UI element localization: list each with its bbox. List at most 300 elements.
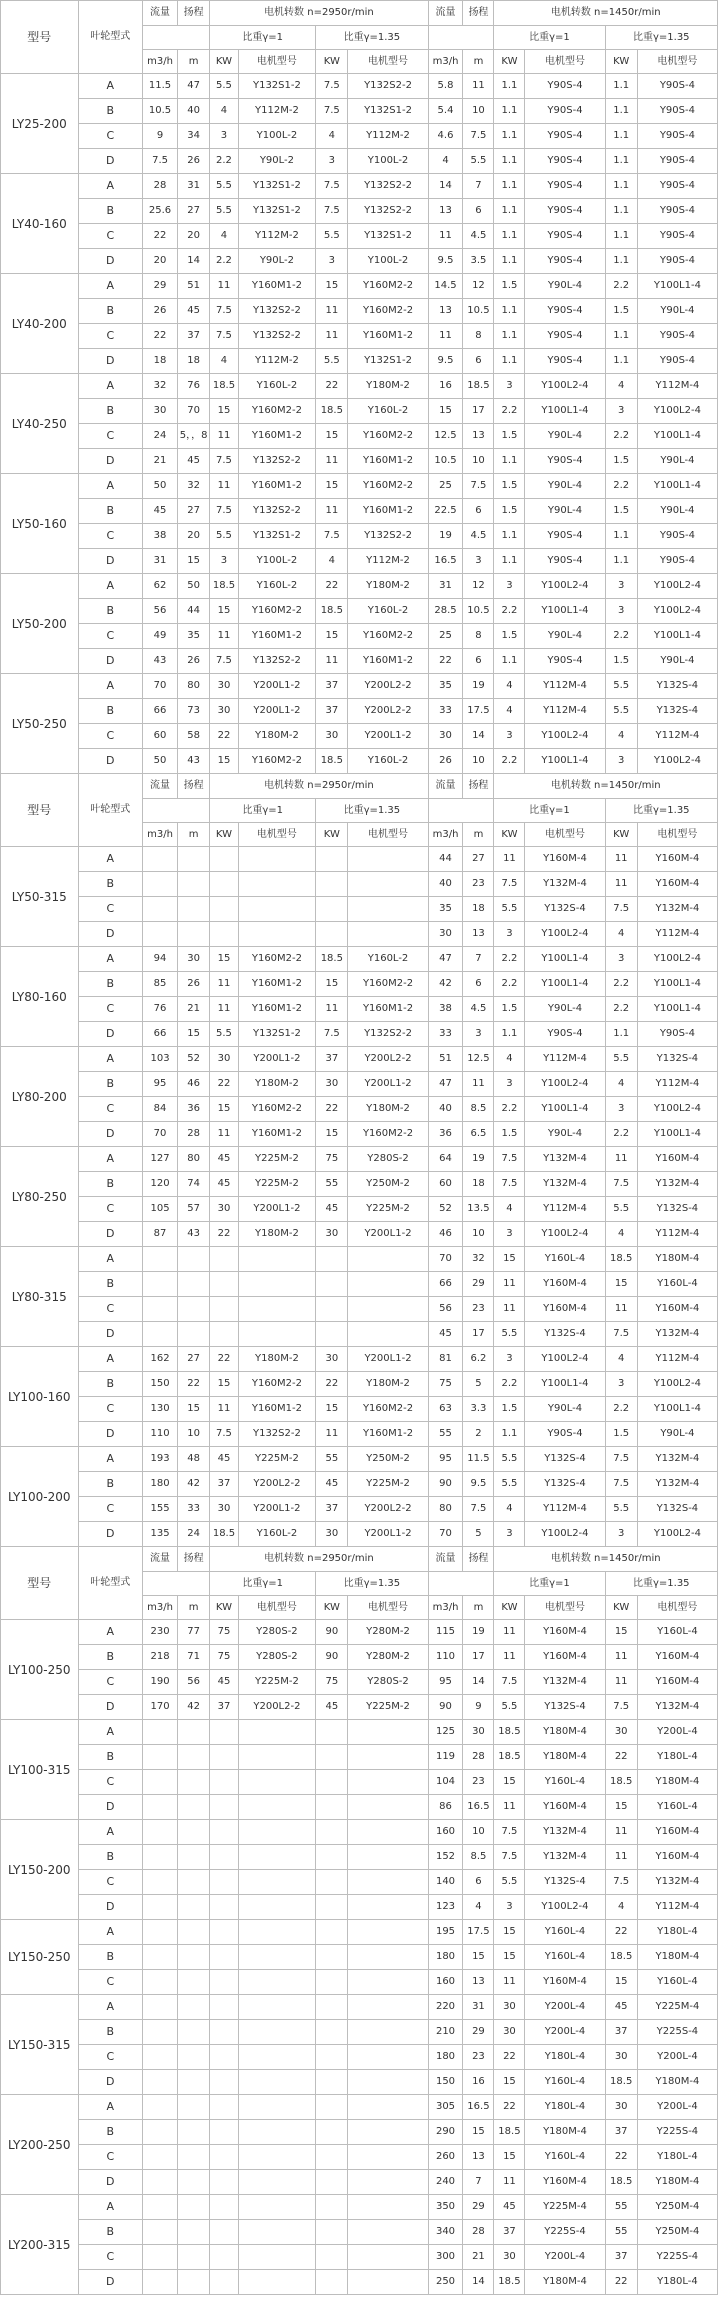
cell-kw-sg135-2950: 15 bbox=[316, 624, 348, 649]
cell-flow-1450: 40 bbox=[428, 1097, 463, 1122]
cell-motor-sg135-1450: Y90L-4 bbox=[637, 649, 717, 674]
cell-flow-1450: 220 bbox=[428, 1995, 463, 2020]
cell-impeller-type: B bbox=[78, 299, 143, 324]
cell-flow-1450: 81 bbox=[428, 1347, 463, 1372]
cell-motor-sg135-1450: Y160L-4 bbox=[637, 1620, 717, 1645]
cell-impeller-type: A bbox=[78, 847, 143, 872]
cell-motor-sg1-1450: Y90S-4 bbox=[525, 549, 605, 574]
cell-head-2950: 15 bbox=[177, 1022, 209, 1047]
table-row bbox=[1, 1497, 718, 1522]
cell-kw-sg135-1450: 5.5 bbox=[605, 1197, 637, 1222]
cell-kw-sg1-1450: 7.5 bbox=[494, 1845, 525, 1870]
cell-kw-sg135-2950: 7.5 bbox=[316, 524, 348, 549]
cell-motor-sg1-1450: Y90S-4 bbox=[525, 649, 605, 674]
cell-motor-sg135-2950: Y112M-2 bbox=[348, 549, 428, 574]
cell-kw-sg135-2950: 11 bbox=[316, 1422, 348, 1447]
cell-motor-sg135-2950: Y180M-2 bbox=[348, 1372, 428, 1397]
cell-kw-sg1-2950: 7.5 bbox=[210, 499, 238, 524]
cell-kw-sg1-1450: 1.1 bbox=[494, 224, 525, 249]
cell-motor-sg135-1450: Y160M-4 bbox=[637, 1147, 717, 1172]
cell-motor-sg1-2950: Y160M2-2 bbox=[238, 399, 316, 424]
cell-motor-sg135-1450: Y90S-4 bbox=[637, 349, 717, 374]
cell-motor-sg135-2950: Y200L1-2 bbox=[348, 724, 428, 749]
cell-motor-sg135-2950: Y280M-2 bbox=[348, 1620, 428, 1645]
cell-kw-sg135-1450: 4 bbox=[605, 374, 637, 399]
cell-head-1450: 13 bbox=[463, 424, 494, 449]
cell-model: LY80-160 bbox=[1, 947, 79, 1047]
cell-motor-sg135-2950: Y112M-2 bbox=[348, 124, 428, 149]
cell-kw-sg135-1450: 15 bbox=[605, 1620, 637, 1645]
cell-motor-sg135-1450: Y225S-4 bbox=[637, 2020, 717, 2045]
cell-head-2950: 27 bbox=[177, 499, 209, 524]
cell-head-2950: 80 bbox=[177, 674, 209, 699]
cell-kw-sg135-1450: 1.1 bbox=[605, 174, 637, 199]
header-blank bbox=[143, 1572, 210, 1596]
cell-head-1450: 7 bbox=[463, 947, 494, 972]
cell-motor-sg1-2950 bbox=[238, 2270, 316, 2295]
cell-kw-sg1-1450: 30 bbox=[494, 1995, 525, 2020]
cell-impeller-type: D bbox=[78, 249, 143, 274]
cell-flow-1450: 51 bbox=[428, 1047, 463, 1072]
header-motor-model: 电机型号 bbox=[348, 823, 428, 847]
cell-kw-sg135-1450: 3 bbox=[605, 947, 637, 972]
cell-kw-sg135-1450: 11 bbox=[605, 847, 637, 872]
cell-kw-sg135-2950 bbox=[316, 1745, 348, 1770]
cell-head-2950: 37 bbox=[177, 324, 209, 349]
cell-flow-2950 bbox=[143, 1895, 178, 1920]
cell-flow-1450: 95 bbox=[428, 1447, 463, 1472]
cell-flow-2950: 50 bbox=[143, 749, 178, 774]
cell-impeller-type: D bbox=[78, 1895, 143, 1920]
cell-head-1450: 6 bbox=[463, 972, 494, 997]
cell-motor-sg135-1450: Y100L1-4 bbox=[637, 972, 717, 997]
cell-kw-sg135-2950 bbox=[316, 2195, 348, 2220]
cell-impeller-type: B bbox=[78, 872, 143, 897]
cell-motor-sg1-1450: Y100L2-4 bbox=[525, 374, 605, 399]
cell-kw-sg135-2950 bbox=[316, 872, 348, 897]
cell-kw-sg1-2950: 11 bbox=[210, 997, 238, 1022]
cell-flow-1450: 13 bbox=[428, 199, 463, 224]
table-row bbox=[1, 674, 718, 699]
cell-head-2950: 35 bbox=[177, 624, 209, 649]
cell-kw-sg1-1450: 1.1 bbox=[494, 299, 525, 324]
cell-kw-sg1-1450: 4 bbox=[494, 699, 525, 724]
cell-motor-sg135-2950: Y100L-2 bbox=[348, 249, 428, 274]
cell-kw-sg135-1450: 1.1 bbox=[605, 149, 637, 174]
table-row bbox=[1, 1147, 718, 1172]
cell-impeller-type: C bbox=[78, 1397, 143, 1422]
cell-flow-1450: 52 bbox=[428, 1197, 463, 1222]
cell-flow-1450: 14 bbox=[428, 174, 463, 199]
cell-kw-sg1-2950: 75 bbox=[210, 1620, 238, 1645]
cell-motor-sg135-1450: Y112M-4 bbox=[637, 922, 717, 947]
cell-kw-sg1-2950 bbox=[210, 1870, 238, 1895]
cell-motor-sg1-2950: Y100L-2 bbox=[238, 549, 316, 574]
cell-motor-sg135-2950 bbox=[348, 1970, 428, 1995]
cell-head-2950: 56 bbox=[177, 1670, 209, 1695]
cell-motor-sg1-2950: Y180M-2 bbox=[238, 1347, 316, 1372]
cell-kw-sg135-1450: 22 bbox=[605, 2270, 637, 2295]
cell-motor-sg1-2950 bbox=[238, 1820, 316, 1845]
cell-kw-sg1-1450: 1.1 bbox=[494, 174, 525, 199]
cell-motor-sg1-2950 bbox=[238, 1920, 316, 1945]
cell-flow-2950 bbox=[143, 2045, 178, 2070]
cell-kw-sg135-2950: 7.5 bbox=[316, 74, 348, 99]
cell-motor-sg1-2950 bbox=[238, 1845, 316, 1870]
cell-flow-1450: 110 bbox=[428, 1645, 463, 1670]
cell-flow-2950: 22 bbox=[143, 224, 178, 249]
cell-motor-sg135-1450: Y225S-4 bbox=[637, 2120, 717, 2145]
cell-kw-sg1-1450: 15 bbox=[494, 1945, 525, 1970]
cell-flow-1450: 35 bbox=[428, 897, 463, 922]
cell-flow-2950 bbox=[143, 1272, 178, 1297]
cell-head-1450: 8.5 bbox=[463, 1097, 494, 1122]
cell-head-1450: 30 bbox=[463, 1720, 494, 1745]
cell-motor-sg135-2950 bbox=[348, 922, 428, 947]
cell-motor-sg135-1450: Y180L-4 bbox=[637, 1745, 717, 1770]
cell-kw-sg1-1450: 1.1 bbox=[494, 1022, 525, 1047]
cell-flow-1450: 300 bbox=[428, 2245, 463, 2270]
cell-flow-1450: 9.5 bbox=[428, 349, 463, 374]
cell-impeller-type: D bbox=[78, 2270, 143, 2295]
cell-motor-sg1-1450: Y160L-4 bbox=[525, 1920, 605, 1945]
cell-kw-sg1-1450: 11 bbox=[494, 1970, 525, 1995]
cell-motor-sg1-1450: Y90S-4 bbox=[525, 99, 605, 124]
cell-kw-sg135-2950 bbox=[316, 2170, 348, 2195]
cell-head-2950: 20 bbox=[177, 224, 209, 249]
cell-impeller-type: A bbox=[78, 474, 143, 499]
cell-motor-sg135-1450: Y225S-4 bbox=[637, 2245, 717, 2270]
header-unit-flow: m3/h bbox=[428, 50, 463, 74]
table-row bbox=[1, 947, 718, 972]
cell-motor-sg135-2950: Y280S-2 bbox=[348, 1147, 428, 1172]
cell-kw-sg1-1450: 1.1 bbox=[494, 524, 525, 549]
cell-head-1450: 14 bbox=[463, 2270, 494, 2295]
cell-kw-sg1-2950: 37 bbox=[210, 1472, 238, 1497]
cell-head-2950: 44 bbox=[177, 599, 209, 624]
cell-kw-sg1-1450: 30 bbox=[494, 2020, 525, 2045]
table-row bbox=[1, 724, 718, 749]
cell-kw-sg1-2950 bbox=[210, 2070, 238, 2095]
cell-impeller-type: C bbox=[78, 897, 143, 922]
header-unit-head: m bbox=[463, 1596, 494, 1620]
cell-flow-2950 bbox=[143, 1970, 178, 1995]
cell-kw-sg135-1450: 1.1 bbox=[605, 199, 637, 224]
header-specific-gravity-1-35: 比重γ=1.35 bbox=[605, 1572, 717, 1596]
cell-impeller-type: B bbox=[78, 2020, 143, 2045]
cell-head-1450: 29 bbox=[463, 2020, 494, 2045]
cell-head-2950 bbox=[177, 2120, 209, 2145]
table-row bbox=[1, 1670, 718, 1695]
cell-head-2950: 43 bbox=[177, 1222, 209, 1247]
cell-motor-sg135-1450: Y160L-4 bbox=[637, 1272, 717, 1297]
cell-flow-1450: 30 bbox=[428, 724, 463, 749]
cell-kw-sg135-2950 bbox=[316, 1272, 348, 1297]
cell-motor-sg1-2950: Y225M-2 bbox=[238, 1670, 316, 1695]
cell-motor-sg135-1450: Y112M-4 bbox=[637, 1222, 717, 1247]
header-head: 扬程 bbox=[177, 1547, 209, 1572]
cell-kw-sg135-2950: 55 bbox=[316, 1172, 348, 1197]
cell-motor-sg1-1450: Y160M-4 bbox=[525, 1970, 605, 1995]
table-row bbox=[1, 399, 718, 424]
cell-kw-sg1-2950: 11 bbox=[210, 624, 238, 649]
cell-flow-2950 bbox=[143, 2145, 178, 2170]
cell-kw-sg135-2950: 11 bbox=[316, 499, 348, 524]
cell-motor-sg135-2950: Y132S2-2 bbox=[348, 524, 428, 549]
cell-flow-1450: 47 bbox=[428, 1072, 463, 1097]
cell-model: LY150-200 bbox=[1, 1820, 79, 1920]
cell-impeller-type: B bbox=[78, 199, 143, 224]
cell-head-2950 bbox=[177, 922, 209, 947]
cell-motor-sg1-2950 bbox=[238, 897, 316, 922]
cell-impeller-type: D bbox=[78, 549, 143, 574]
cell-flow-2950 bbox=[143, 1745, 178, 1770]
header-motor-model: 电机型号 bbox=[348, 1596, 428, 1620]
cell-kw-sg135-2950: 45 bbox=[316, 1695, 348, 1720]
cell-motor-sg1-2950: Y160M2-2 bbox=[238, 599, 316, 624]
cell-kw-sg1-2950: 4 bbox=[210, 349, 238, 374]
cell-kw-sg1-1450: 15 bbox=[494, 1770, 525, 1795]
cell-flow-1450: 44 bbox=[428, 847, 463, 872]
cell-motor-sg1-2950: Y160M2-2 bbox=[238, 1372, 316, 1397]
table-row bbox=[1, 1197, 718, 1222]
cell-motor-sg1-1450: Y90S-4 bbox=[525, 224, 605, 249]
cell-motor-sg135-2950: Y160M2-2 bbox=[348, 299, 428, 324]
table-row bbox=[1, 1695, 718, 1720]
cell-head-1450: 2 bbox=[463, 1422, 494, 1447]
cell-head-2950: 18 bbox=[177, 349, 209, 374]
cell-kw-sg135-2950: 15 bbox=[316, 1122, 348, 1147]
cell-motor-sg1-2950 bbox=[238, 2170, 316, 2195]
cell-motor-sg1-1450: Y100L1-4 bbox=[525, 1097, 605, 1122]
cell-kw-sg135-1450: 7.5 bbox=[605, 1870, 637, 1895]
cell-motor-sg1-2950 bbox=[238, 1272, 316, 1297]
cell-kw-sg1-2950: 22 bbox=[210, 1072, 238, 1097]
cell-head-1450: 17 bbox=[463, 1322, 494, 1347]
header-flow: 流量 bbox=[428, 774, 463, 799]
cell-motor-sg1-1450: Y160M-4 bbox=[525, 2170, 605, 2195]
cell-kw-sg1-1450: 1.5 bbox=[494, 499, 525, 524]
cell-head-2950 bbox=[177, 1770, 209, 1795]
cell-kw-sg1-1450: 11 bbox=[494, 2170, 525, 2195]
cell-head-2950 bbox=[177, 1970, 209, 1995]
cell-motor-sg1-1450: Y100L1-4 bbox=[525, 399, 605, 424]
cell-flow-1450: 14.5 bbox=[428, 274, 463, 299]
cell-flow-2950: 21 bbox=[143, 449, 178, 474]
header-specific-gravity-1-35: 比重γ=1.35 bbox=[605, 26, 717, 50]
cell-motor-sg1-2950 bbox=[238, 872, 316, 897]
cell-kw-sg1-1450: 1.1 bbox=[494, 149, 525, 174]
cell-impeller-type: D bbox=[78, 749, 143, 774]
table-row bbox=[1, 2120, 718, 2145]
cell-impeller-type: A bbox=[78, 1820, 143, 1845]
cell-kw-sg135-2950: 37 bbox=[316, 1047, 348, 1072]
cell-flow-1450: 28.5 bbox=[428, 599, 463, 624]
cell-flow-1450: 180 bbox=[428, 1945, 463, 1970]
header-blank bbox=[143, 26, 210, 50]
cell-head-1450: 11 bbox=[463, 1072, 494, 1097]
cell-flow-1450: 36 bbox=[428, 1122, 463, 1147]
cell-kw-sg135-1450: 4 bbox=[605, 1072, 637, 1097]
cell-kw-sg1-2950: 11 bbox=[210, 474, 238, 499]
cell-kw-sg135-1450: 5.5 bbox=[605, 1497, 637, 1522]
cell-impeller-type: A bbox=[78, 1447, 143, 1472]
cell-impeller-type: B bbox=[78, 1745, 143, 1770]
cell-head-1450: 10.5 bbox=[463, 599, 494, 624]
cell-motor-sg135-1450: Y90L-4 bbox=[637, 449, 717, 474]
cell-kw-sg135-1450: 30 bbox=[605, 2095, 637, 2120]
cell-flow-2950 bbox=[143, 1845, 178, 1870]
cell-flow-2950: 170 bbox=[143, 1695, 178, 1720]
cell-impeller-type: A bbox=[78, 1347, 143, 1372]
cell-flow-1450: 56 bbox=[428, 1297, 463, 1322]
cell-kw-sg1-2950: 5.5 bbox=[210, 174, 238, 199]
cell-kw-sg1-2950 bbox=[210, 1247, 238, 1272]
header-impeller-type: 叶轮型式 bbox=[78, 1, 143, 74]
header-specific-gravity-1: 比重γ=1 bbox=[210, 1572, 316, 1596]
cell-flow-2950 bbox=[143, 1795, 178, 1820]
cell-impeller-type: C bbox=[78, 1197, 143, 1222]
cell-motor-sg135-2950 bbox=[348, 1845, 428, 1870]
cell-flow-1450: 13 bbox=[428, 299, 463, 324]
cell-motor-sg135-2950 bbox=[348, 1720, 428, 1745]
cell-motor-sg1-1450: Y200L-4 bbox=[525, 2245, 605, 2270]
table-row bbox=[1, 1995, 718, 2020]
cell-kw-sg135-2950 bbox=[316, 2270, 348, 2295]
cell-motor-sg1-2950: Y180M-2 bbox=[238, 1072, 316, 1097]
cell-kw-sg135-2950: 30 bbox=[316, 1072, 348, 1097]
cell-flow-1450: 115 bbox=[428, 1620, 463, 1645]
table-row bbox=[1, 374, 718, 399]
cell-motor-sg135-2950: Y160M2-2 bbox=[348, 972, 428, 997]
cell-kw-sg135-1450: 1.1 bbox=[605, 349, 637, 374]
cell-kw-sg135-2950 bbox=[316, 1297, 348, 1322]
cell-flow-1450: 47 bbox=[428, 947, 463, 972]
cell-motor-sg135-1450: Y90S-4 bbox=[637, 524, 717, 549]
cell-motor-sg135-1450: Y160M-4 bbox=[637, 872, 717, 897]
cell-impeller-type: A bbox=[78, 2195, 143, 2220]
cell-flow-2950: 18 bbox=[143, 349, 178, 374]
cell-motor-sg135-2950: Y225M-2 bbox=[348, 1472, 428, 1497]
cell-head-2950 bbox=[177, 1945, 209, 1970]
cell-head-2950 bbox=[177, 2070, 209, 2095]
cell-kw-sg135-1450: 3 bbox=[605, 599, 637, 624]
cell-kw-sg1-1450: 4 bbox=[494, 674, 525, 699]
table-row bbox=[1, 2195, 718, 2220]
cell-kw-sg1-2950: 7.5 bbox=[210, 299, 238, 324]
cell-flow-1450: 19 bbox=[428, 524, 463, 549]
cell-kw-sg135-2950: 90 bbox=[316, 1645, 348, 1670]
cell-motor-sg135-2950 bbox=[348, 2145, 428, 2170]
cell-kw-sg135-1450: 18.5 bbox=[605, 2170, 637, 2195]
cell-flow-1450: 123 bbox=[428, 1895, 463, 1920]
table-row bbox=[1, 1820, 718, 1845]
cell-motor-sg1-1450: Y90L-4 bbox=[525, 624, 605, 649]
cell-flow-1450: 15 bbox=[428, 399, 463, 424]
cell-impeller-type: A bbox=[78, 674, 143, 699]
cell-motor-sg1-2950: Y200L1-2 bbox=[238, 1197, 316, 1222]
cell-flow-2950: 45 bbox=[143, 499, 178, 524]
cell-motor-sg1-2950: Y280S-2 bbox=[238, 1645, 316, 1670]
header-motor-speed-1450: 电机转数 n=1450r/min bbox=[494, 774, 718, 799]
cell-head-2950: 34 bbox=[177, 124, 209, 149]
cell-motor-sg135-1450: Y180M-4 bbox=[637, 1770, 717, 1795]
header-flow: 流量 bbox=[143, 1547, 178, 1572]
cell-motor-sg1-1450: Y90S-4 bbox=[525, 324, 605, 349]
cell-head-1450: 6 bbox=[463, 499, 494, 524]
cell-kw-sg135-1450: 15 bbox=[605, 1272, 637, 1297]
cell-kw-sg135-2950: 30 bbox=[316, 1347, 348, 1372]
cell-kw-sg1-2950 bbox=[210, 2120, 238, 2145]
cell-head-1450: 31 bbox=[463, 1995, 494, 2020]
cell-motor-sg135-2950 bbox=[348, 2245, 428, 2270]
cell-head-1450: 14 bbox=[463, 724, 494, 749]
cell-flow-2950: 218 bbox=[143, 1645, 178, 1670]
cell-kw-sg135-1450: 7.5 bbox=[605, 1322, 637, 1347]
cell-flow-1450: 290 bbox=[428, 2120, 463, 2145]
cell-flow-2950: 127 bbox=[143, 1147, 178, 1172]
cell-kw-sg135-1450: 2.2 bbox=[605, 997, 637, 1022]
cell-head-1450: 29 bbox=[463, 2195, 494, 2220]
table-row bbox=[1, 424, 718, 449]
cell-kw-sg135-2950: 45 bbox=[316, 1472, 348, 1497]
table-header-row bbox=[1, 1547, 718, 1572]
cell-flow-1450: 150 bbox=[428, 2070, 463, 2095]
cell-head-2950 bbox=[177, 1247, 209, 1272]
cell-kw-sg135-1450: 45 bbox=[605, 1995, 637, 2020]
table-row bbox=[1, 2070, 718, 2095]
header-unit-kw: KW bbox=[494, 823, 525, 847]
cell-head-1450: 3.3 bbox=[463, 1397, 494, 1422]
cell-impeller-type: D bbox=[78, 1322, 143, 1347]
cell-kw-sg135-2950 bbox=[316, 2045, 348, 2070]
cell-flow-2950: 26 bbox=[143, 299, 178, 324]
cell-motor-sg1-2950: Y200L2-2 bbox=[238, 1695, 316, 1720]
cell-motor-sg1-2950: Y132S1-2 bbox=[238, 174, 316, 199]
cell-flow-2950 bbox=[143, 2245, 178, 2270]
cell-kw-sg135-2950 bbox=[316, 1895, 348, 1920]
cell-flow-1450: 22 bbox=[428, 649, 463, 674]
cell-kw-sg1-2950 bbox=[210, 872, 238, 897]
cell-head-1450: 6.2 bbox=[463, 1347, 494, 1372]
cell-head-2950: 32 bbox=[177, 474, 209, 499]
cell-impeller-type: A bbox=[78, 947, 143, 972]
cell-impeller-type: D bbox=[78, 1522, 143, 1547]
cell-motor-sg1-2950: Y132S2-2 bbox=[238, 449, 316, 474]
cell-motor-sg1-2950: Y132S2-2 bbox=[238, 649, 316, 674]
table-row bbox=[1, 649, 718, 674]
cell-motor-sg1-1450: Y100L2-4 bbox=[525, 922, 605, 947]
cell-kw-sg135-2950: 11 bbox=[316, 649, 348, 674]
cell-kw-sg1-1450: 2.2 bbox=[494, 947, 525, 972]
table-row bbox=[1, 2020, 718, 2045]
cell-kw-sg135-2950: 15 bbox=[316, 274, 348, 299]
cell-motor-sg1-1450: Y160L-4 bbox=[525, 1247, 605, 1272]
cell-motor-sg135-2950: Y100L-2 bbox=[348, 149, 428, 174]
cell-motor-sg1-1450: Y100L1-4 bbox=[525, 947, 605, 972]
cell-motor-sg135-1450: Y250M-4 bbox=[637, 2220, 717, 2245]
header-unit-kw: KW bbox=[316, 823, 348, 847]
cell-motor-sg135-1450: Y90S-4 bbox=[637, 1022, 717, 1047]
cell-kw-sg135-1450: 4 bbox=[605, 724, 637, 749]
cell-kw-sg1-2950 bbox=[210, 2270, 238, 2295]
cell-kw-sg1-2950 bbox=[210, 1945, 238, 1970]
header-unit-kw: KW bbox=[494, 50, 525, 74]
cell-motor-sg1-2950 bbox=[238, 2195, 316, 2220]
cell-head-1450: 17.5 bbox=[463, 1920, 494, 1945]
cell-kw-sg135-2950: 22 bbox=[316, 574, 348, 599]
cell-motor-sg135-2950: Y160M2-2 bbox=[348, 274, 428, 299]
